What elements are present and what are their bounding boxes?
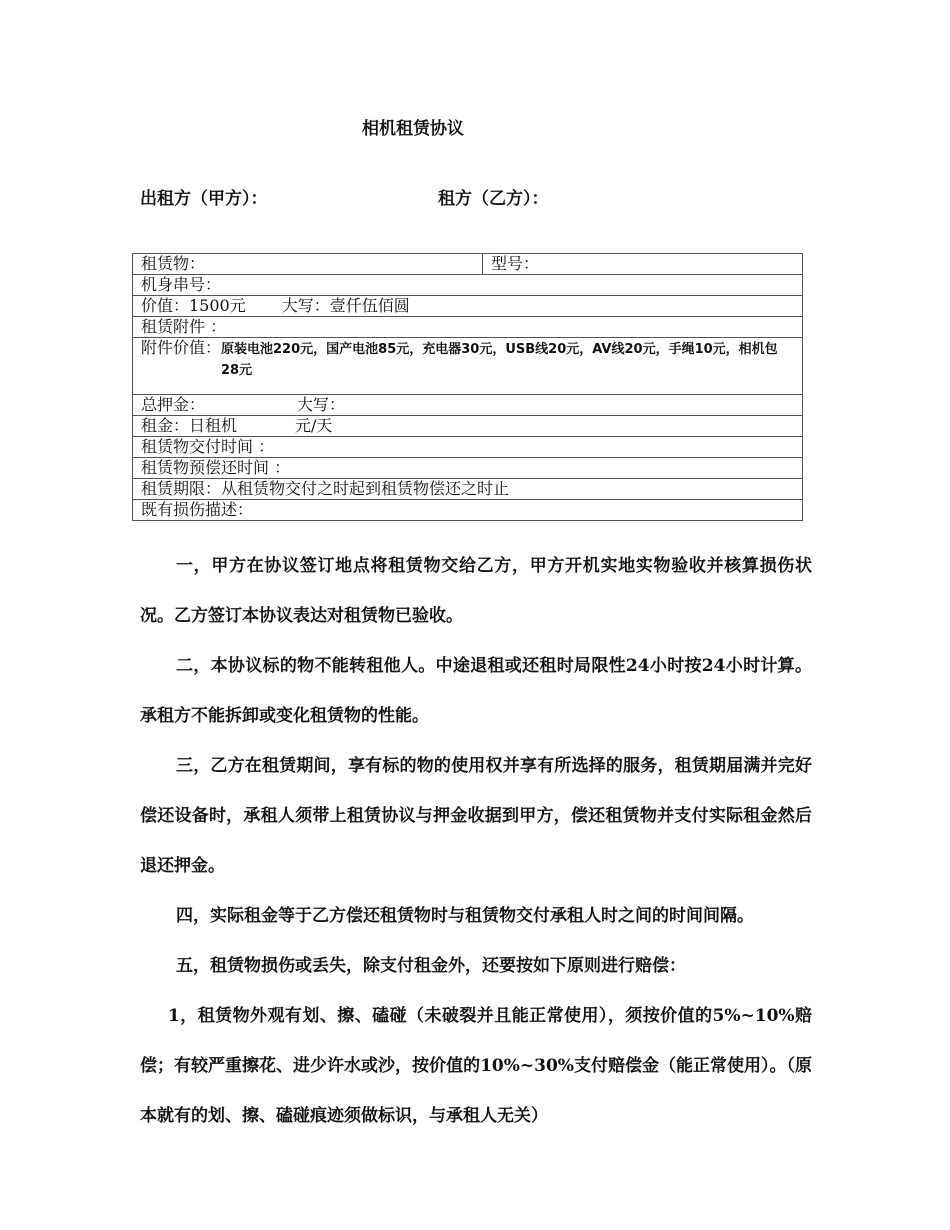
deposit-caps-label: 大写： xyxy=(297,395,346,414)
value-label: 价值：1500元 xyxy=(141,296,246,315)
clause-5: 五，租赁物损伤或丢失，除支付租金外，还要按如下原则进行赔偿： xyxy=(176,956,686,976)
rental-item-cell: 租赁物： xyxy=(133,254,483,275)
table-row xyxy=(133,254,803,275)
table-row xyxy=(133,437,803,458)
rental-info-table xyxy=(132,253,803,521)
clause-2: 二，本协议标的物不能转租他人。中途退租或还租时局限性24小时按24小时计算。承租方不能拆卸或变化租赁物的性能。 xyxy=(140,656,812,726)
deposit-cell xyxy=(133,395,803,416)
damage-description-cell: 既有损伤描述： xyxy=(133,500,803,521)
table-row xyxy=(133,500,803,521)
accessories-cell: 租赁附件 ： xyxy=(133,317,803,338)
document-title: 相机租赁协议 xyxy=(362,119,464,139)
value-caps-label: 大写：壹仟伍佰圆 xyxy=(281,296,410,315)
deposit-label: 总押金： xyxy=(141,395,206,414)
value-cell xyxy=(133,296,803,317)
rental-period-cell: 租赁期限：从租赁物交付之时起到租赁物偿还之时止 xyxy=(133,479,803,500)
table-row xyxy=(133,395,803,416)
lessor-label: 出租方（甲方）： xyxy=(140,189,268,209)
model-cell: 型号： xyxy=(483,254,803,275)
lessee-label: 租方（乙方）： xyxy=(438,189,549,209)
table-row xyxy=(133,479,803,500)
delivery-time-cell: 租赁物交付时间 ： xyxy=(133,437,803,458)
serial-number-cell: 机身串号： xyxy=(133,275,803,296)
accessory-value-text: 原装电池220元，国产电池85元，充电器30元，USB线20元，AV线20元，手绳10元，相机包28元 xyxy=(221,342,778,378)
accessory-value-cell xyxy=(133,338,803,395)
clause-3: 三，乙方在租赁期间，享有标的物的使用权并享有所选择的服务，租赁期届满并完好偿还设备时，承租人须带上租赁协议与押金收据到甲方，偿还租赁物并支付实际租金然后退还押金。 xyxy=(140,756,812,876)
clause-1: 一，甲方在协议签订地点将租赁物交给乙方，甲方开机实地实物验收并核算损伤状况。乙方签订本协议表达对租赁物已验收。 xyxy=(140,556,812,626)
table-row xyxy=(133,416,803,437)
rent-unit: 元/天 xyxy=(295,416,333,435)
table-row xyxy=(133,338,803,395)
return-time-cell: 租赁物预偿还时间 ： xyxy=(133,458,803,479)
table-row xyxy=(133,296,803,317)
table-row xyxy=(133,458,803,479)
table-row xyxy=(133,317,803,338)
table-row xyxy=(133,275,803,296)
rent-label: 租金：日租机 xyxy=(141,416,238,435)
agreement-clauses xyxy=(140,541,812,1141)
clause-4: 四，实际租金等于乙方偿还租赁物时与租赁物交付承租人时之间的时间间隔。 xyxy=(176,906,754,926)
clause-5-item-1: 1，租赁物外观有划、擦、磕碰（未破裂并且能正常使用），须按价值的5%~10%赔偿；有较严重擦花、进少许水或沙，按价值的10%~30%支付赔偿金（能正常使用）。（原本就有的划、擦、磕碰痕迹须做标识，与承租人无关） xyxy=(140,1006,812,1126)
rent-cell xyxy=(133,416,803,437)
accessory-value-label: 附件价值： xyxy=(141,338,222,357)
